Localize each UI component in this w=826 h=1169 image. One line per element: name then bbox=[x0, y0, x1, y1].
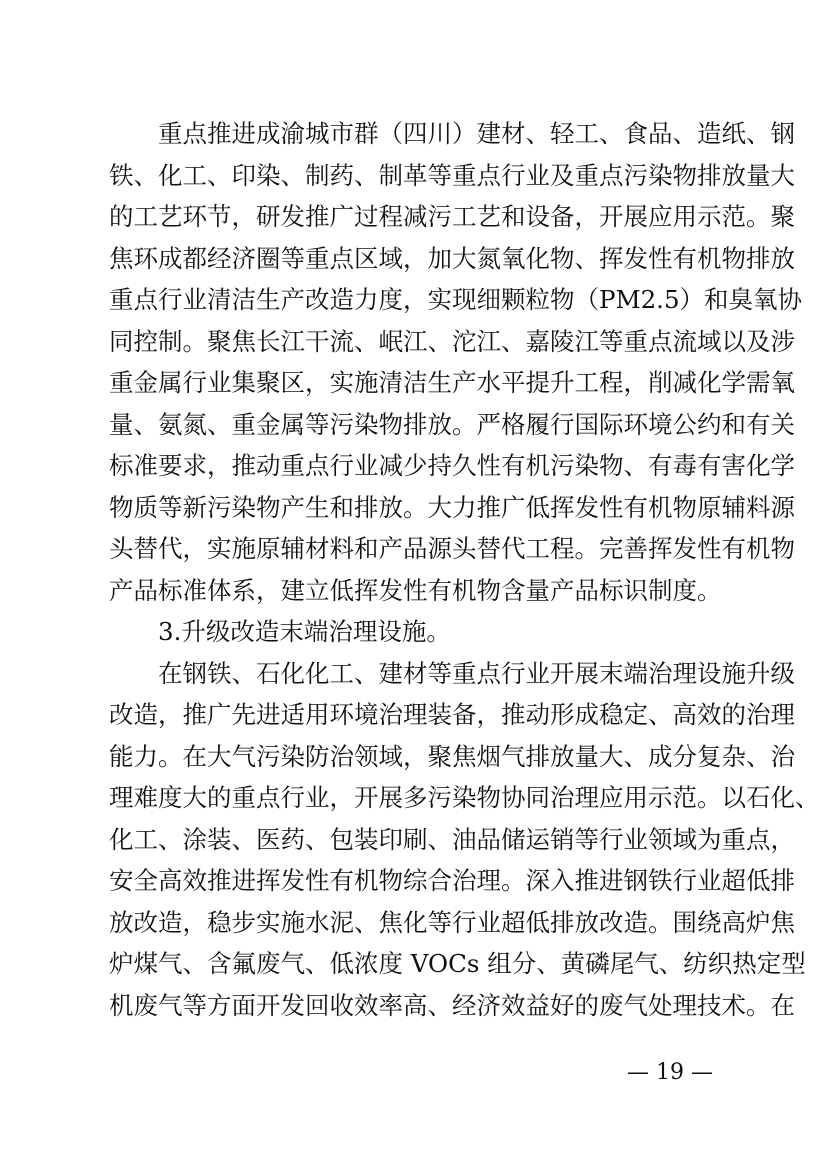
paragraph-line: 能力。在大气污染防治领域，聚焦烟气排放量大、成分复杂、治 bbox=[109, 741, 795, 771]
paragraph-line: 重点行业清洁生产改造力度，实现细颗粒物（PM2.5）和臭氧协 bbox=[109, 285, 803, 314]
paragraph-line: 产品标准体系，建立低挥发性有机物含量产品标识制度。 bbox=[109, 575, 722, 605]
paragraph-line: 重金属行业集聚区，实施清洁生产水平提升工程，削减化学需氧 bbox=[109, 368, 795, 397]
paragraph-line: 安全高效推进挥发性有机物综合治理。深入推进钢铁行业超低排 bbox=[109, 866, 795, 895]
paragraph-line: 铁、化工、印染、制药、制革等重点行业及重点污染物排放量大 bbox=[109, 160, 795, 190]
paragraph-line: 化工、涂装、医药、包装印刷、油品储运销等行业领域为重点， bbox=[109, 824, 795, 854]
paragraph-line: 炉煤气、含氟废气、低浓度 VOCs 组分、黄磷尾气、纺织热定型 bbox=[109, 949, 806, 978]
paragraph-line: 同控制。聚焦长江干流、岷江、沱江、嘉陵江等重点流域以及涉 bbox=[109, 326, 795, 356]
paragraph-line: 机废气等方面开发回收效率高、经济效益好的废气处理技术。在 bbox=[109, 990, 795, 1020]
paragraph-line: 头替代，实施原辅材料和产品源头替代工程。完善挥发性有机物 bbox=[109, 534, 795, 563]
paragraph-line: 物质等新污染物产生和排放。大力推广低挥发性有机物原辅料源 bbox=[109, 492, 795, 522]
paragraph-line: 标准要求，推动重点行业减少持久性有机污染物、有毒有害化学 bbox=[109, 451, 795, 480]
body-text bbox=[109, 113, 820, 1026]
paragraph-line: 理难度大的重点行业，开展多污染物协同治理应用示范。以石化、 bbox=[109, 783, 820, 812]
section-heading: 3.升级改造末端治理设施。 bbox=[158, 617, 451, 646]
paragraph-line: 放改造，稳步实施水泥、焦化等行业超低排放改造。围绕高炉焦 bbox=[109, 907, 795, 937]
paragraph-line: 的工艺环节，研发推广过程减污工艺和设备，开展应用示范。聚 bbox=[109, 202, 795, 231]
paragraph-line: 改造，推广先进适用环境治理装备，推动形成稳定、高效的治理 bbox=[109, 700, 795, 729]
paragraph-line: 在钢铁、石化化工、建材等重点行业开展末端治理设施升级 bbox=[158, 658, 795, 688]
paragraph-line: 焦环成都经济圈等重点区域，加大氮氧化物、挥发性有机物排放 bbox=[109, 243, 795, 273]
paragraph-line: 量、氨氮、重金属等污染物排放。严格履行国际环境公约和有关 bbox=[109, 409, 795, 439]
paragraph-line: 重点推进成渝城市群（四川）建材、轻工、食品、造纸、钢 bbox=[158, 119, 795, 148]
page-number: — 19 — bbox=[627, 1060, 713, 1085]
